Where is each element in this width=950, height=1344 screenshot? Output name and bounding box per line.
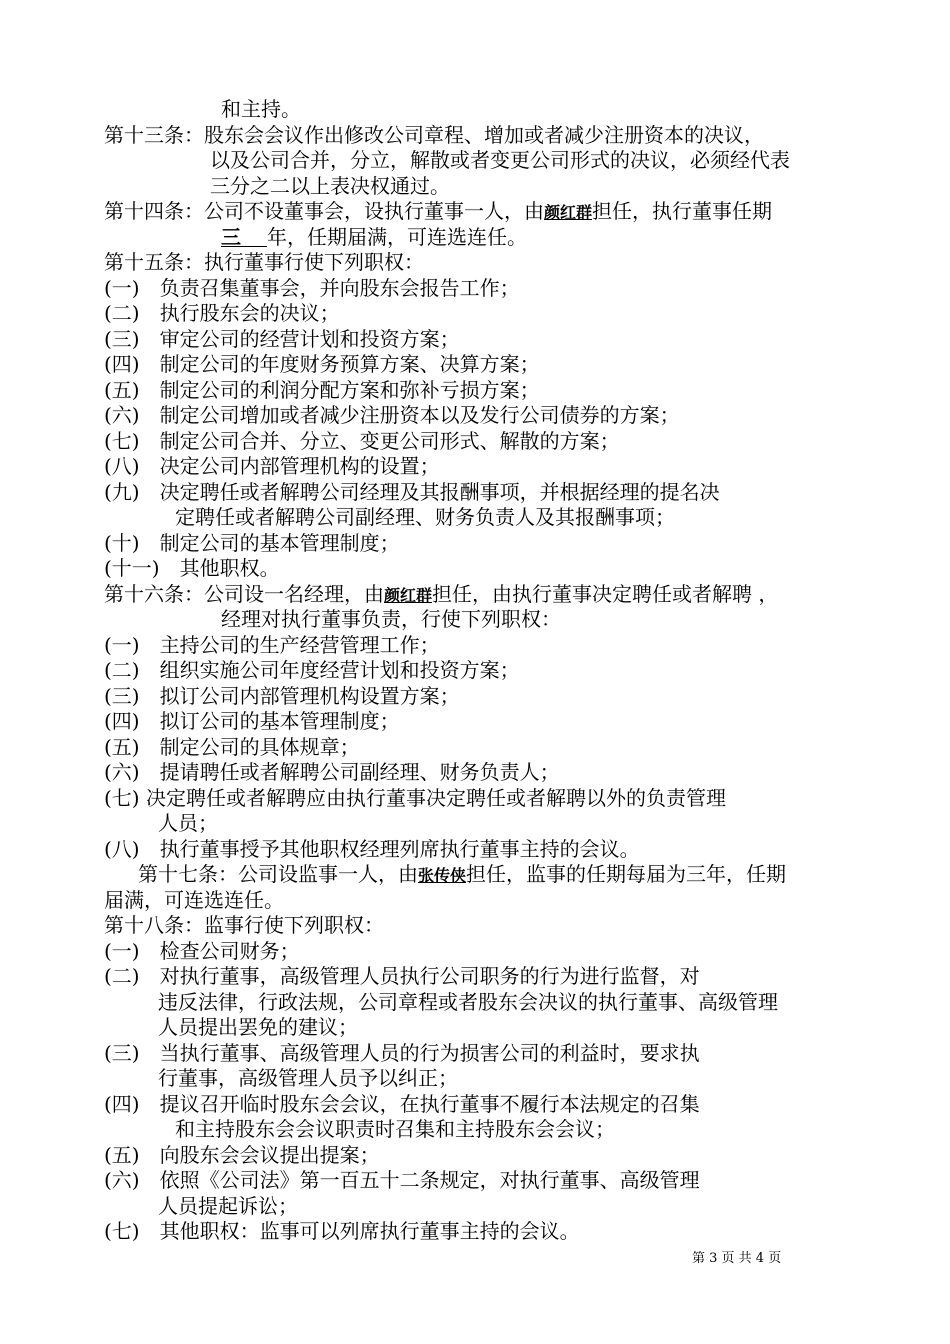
list-item: (四) 制定公司的年度财务预算方案、决算方案； (104, 352, 540, 376)
list-item: (一) 负责召集董事会，并向股东会报告工作； (104, 276, 520, 300)
director-name: 颜红群 (544, 203, 593, 222)
article-15-heading: 第十五条：执行董事行使下列职权： (104, 250, 424, 274)
list-item: (二) 执行股东会的决议； (104, 301, 340, 325)
manager-name: 颜红群 (384, 586, 433, 605)
text-segment: 担任，由执行董事决定聘任或者解聘 ， (432, 582, 779, 606)
list-item: (六) 制定公司增加或者减少注册资本以及发行公司债券的方案； (104, 403, 680, 427)
text-line: 届满，可连选连任。 (104, 888, 284, 912)
list-item: (二) 对执行董事，高级管理人员执行公司职务的行为进行监督，对 (104, 964, 700, 988)
text-line: 三分之二以上表决权通过。 (210, 174, 450, 198)
text-segment: 担任，监事的任期每届为三年，任期 (466, 862, 787, 886)
list-item: (七) 其他职权：监事可以列席执行董事主持的会议。 (104, 1219, 580, 1243)
list-item-continuation: 行董事，高级管理人员予以纠正； (158, 1066, 458, 1090)
article-13-heading: 第十三条：股东会会议作出修改公司章程、增加或者减少注册资本的决议， (104, 123, 764, 147)
supervisor-name: 张传侠 (418, 866, 467, 885)
list-item: (三) 当执行董事、高级管理人员的行为损害公司的利益时，要求执 (104, 1041, 700, 1065)
list-item: (七) 制定公司合并、分立、变更公司形式、解散的方案； (104, 429, 620, 453)
article-14-heading (104, 199, 772, 225)
list-item: (十) 制定公司的基本管理制度； (104, 531, 400, 555)
list-item-continuation: 人员提出罢免的建议； (158, 1015, 358, 1039)
text-segment: 第十六条：公司设一名经理，由 (104, 582, 384, 606)
list-item: (六) 依照《公司法》第一百五十二条规定，对执行董事、高级管理 (104, 1168, 700, 1192)
list-item: (二) 组织实施公司年度经营计划和投资方案； (104, 658, 520, 682)
text-segment: 第十四条：公司不设董事会，设执行董事一人，由 (104, 199, 544, 223)
list-item: (五) 制定公司的利润分配方案和弥补亏损方案； (104, 378, 540, 402)
text-segment: 担任，执行董事任期 (592, 199, 773, 223)
list-item: (三) 审定公司的经营计划和投资方案； (104, 327, 460, 351)
list-item: (四) 提议召开临时股东会会议，在执行董事不履行本法规定的召集 (104, 1092, 700, 1116)
text-line: 和主持。 (221, 97, 301, 121)
list-item: (一) 主持公司的生产经营管理工作； (104, 633, 440, 657)
list-item: (六) 提请聘任或者解聘公司副经理、财务负责人； (104, 760, 560, 784)
text-segment: 第十七条：公司设监事一人，由 (138, 862, 418, 886)
list-item: (五) 向股东会会议提出提案； (104, 1143, 380, 1167)
list-item-continuation: 和主持股东会会议职责时召集和主持股东会会议； (175, 1117, 615, 1141)
list-item-continuation: 人员提起诉讼； (158, 1194, 298, 1218)
page-footer: 第 3 页 共 4 页 (692, 1251, 782, 1266)
list-item-continuation: 定聘任或者解聘公司副经理、财务负责人及其报酬事项； (175, 505, 675, 529)
text-line: 经理对执行董事负责，行使下列职权： (221, 607, 561, 631)
term-years-blank: 三 (221, 228, 267, 247)
list-item: (十一) 其他职权。 (104, 556, 280, 580)
list-item: (七) 决定聘任或者解聘应由执行董事决定聘任或者解聘以外的负责管理 (104, 786, 726, 810)
list-item-continuation: 违反法律，行政法规，公司章程或者股东会决议的执行董事、高级管理 (158, 990, 778, 1014)
list-item: (八) 决定公司内部管理机构的设置； (104, 454, 440, 478)
list-item: (五) 制定公司的具体规章； (104, 735, 360, 759)
article-17-heading (138, 862, 786, 888)
list-item-continuation: 人员； (158, 811, 218, 835)
list-item: (一) 检查公司财务； (104, 939, 300, 963)
list-item: (三) 拟订公司内部管理机构设置方案； (104, 684, 460, 708)
text-line: 以及公司合并，分立，解散或者变更公司形式的决议，必须经代表 (210, 148, 790, 172)
list-item: (九) 决定聘任或者解聘公司经理及其报酬事项，并根据经理的提名决 (104, 480, 720, 504)
text-segment: 年，任期届满，可连选连任。 (267, 225, 527, 249)
article-16-heading (104, 582, 778, 608)
list-item: (八) 执行董事授予其他职权经理列席执行董事主持的会议。 (104, 837, 640, 861)
term-line (221, 225, 527, 249)
article-18-heading: 第十八条：监事行使下列职权： (104, 913, 384, 937)
list-item: (四) 拟订公司的基本管理制度； (104, 709, 400, 733)
